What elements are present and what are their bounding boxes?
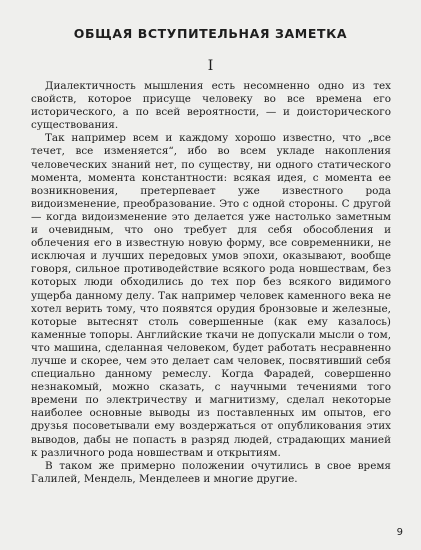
page-title: ОБЩАЯ ВСТУПИТЕЛЬНАЯ ЗАМЕТКА xyxy=(73,26,348,41)
body-text xyxy=(31,80,391,486)
section-number: I xyxy=(207,58,214,74)
paragraph-1: Диалектичность мышления есть несомненно одно из тех свойств, которое присуще человеку во все времена его исторического, а по всей вероятности, — и доисторического существования. xyxy=(31,80,391,132)
paragraph-3: В таком же примерно положении очутились в свое время Галилей, Мендель, Менделеев и многие другие. xyxy=(31,459,391,485)
page-number: 9 xyxy=(396,527,403,538)
paragraph-2: Так например всем и каждому хорошо известно, что „все течет, все изменяется“, ибо во всем укладе накопления человеческих знаний нет, по существу, ни одного статического момента, момента константности: всякая идея, с момента ее возникновения, претерпевает уже известного рода видоизменение, преобразование. Это с одной стороны. С другой — когда видоизменение это делается уже настолько заметным и очевидным, что оно требует для себя обособления и облечения его в известную новую форму, все современники, не исключая и лучших передовых умов эпохи, оказывают, вообще говоря, сильное противодействие всякого рода новшествам, без которых люди обходились до тех пор без всякого видимого ущерба данному делу. Так например человек каменного века не хотел верить тому, что появятся орудия бронзовые и железные, которые вытеснят столь совершенные (как ему казалось) каменные топоры. Английские ткачи не допускали мысли о том, что машина, сделанная человеком, будет работать несравненно лучше и скорее, чем это делает сам человек, посвятивший себя специально данному ремеслу. Когда Фарадей, совершенно незнакомый, можно сказать, с научными течениями того времени по электричеству и магнитизму, сделал некоторые наиболее основные выводы из поставленных им опытов, его друзья посоветывали ему воздержаться от опубликования этих выводов, дабы не попасть в разряд людей, страдающих манией к различного рода новшествам и открытиям. xyxy=(31,132,391,459)
